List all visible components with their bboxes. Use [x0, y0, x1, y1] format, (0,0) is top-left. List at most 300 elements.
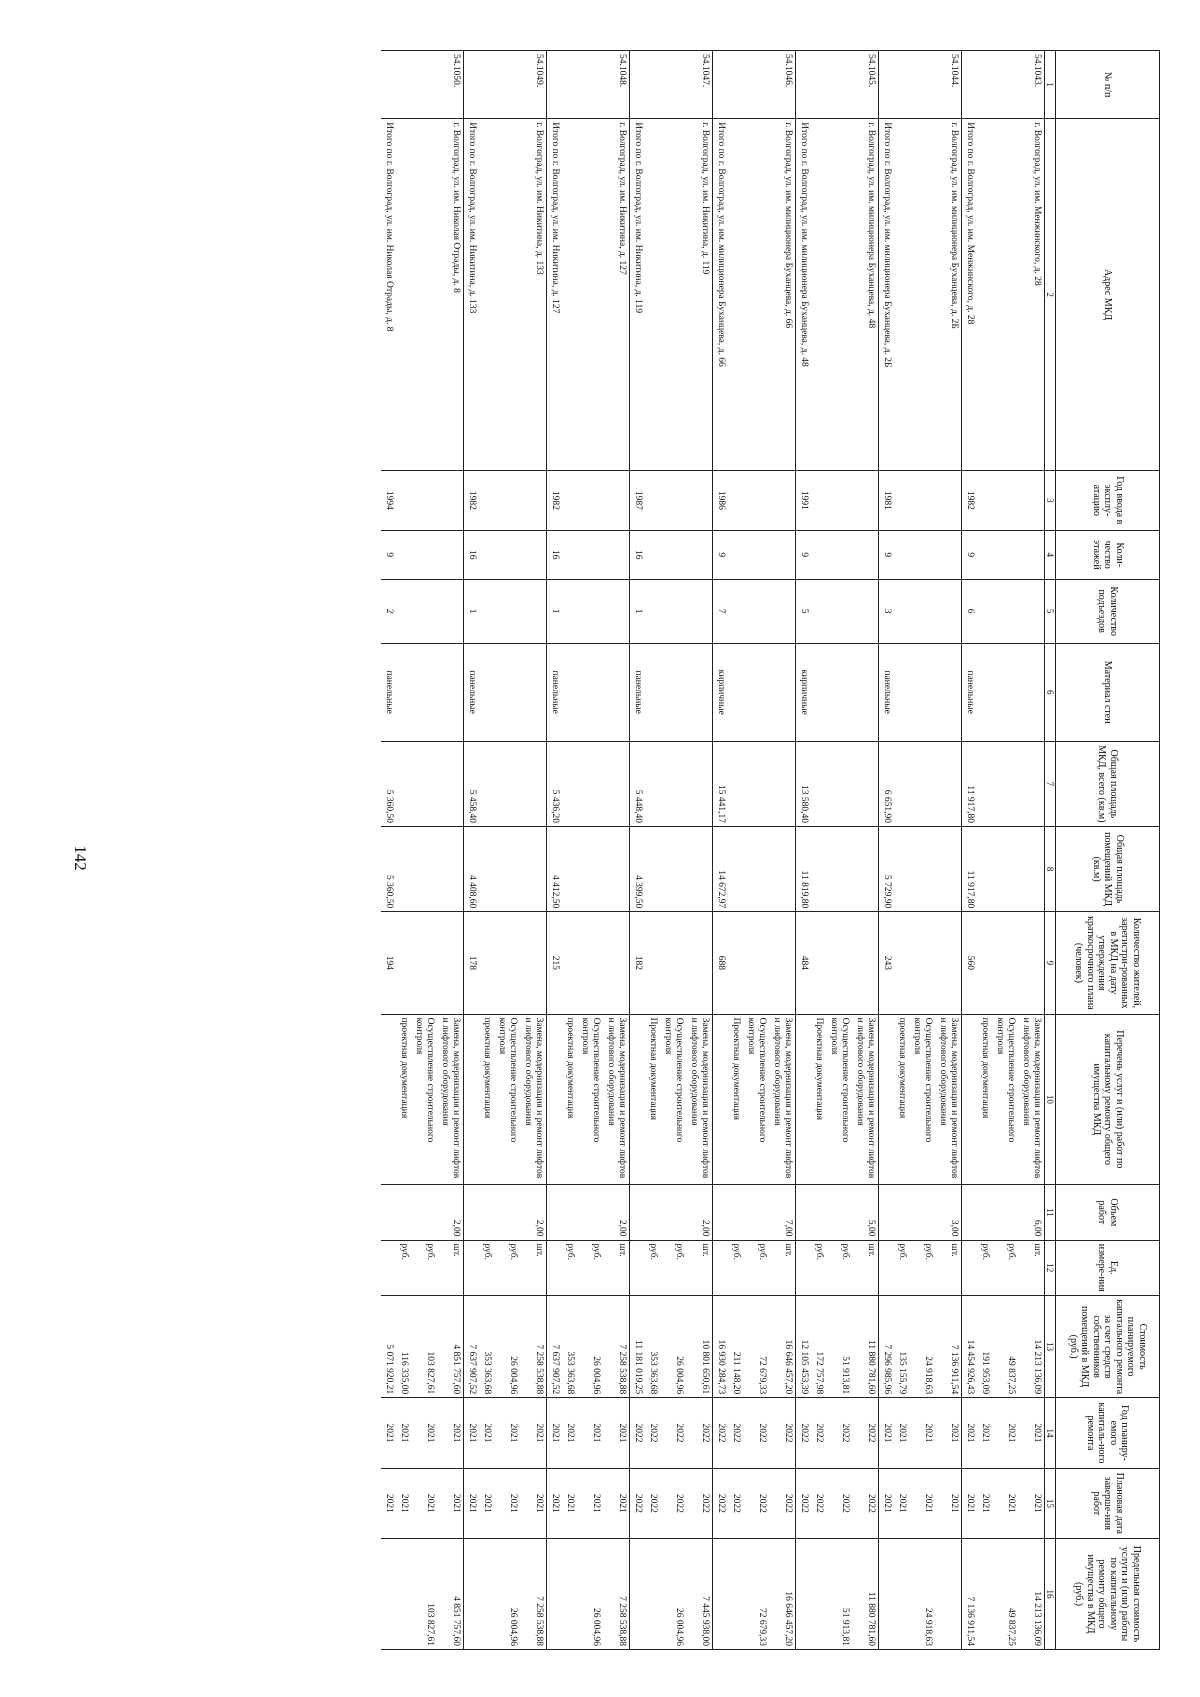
- work-max-cost: 24 918,63: [909, 1538, 935, 1649]
- column-number: 4: [1045, 530, 1056, 579]
- entrances: 1: [464, 579, 480, 643]
- total-label: Итого по г. Волгоград, ул. им. милиционера Буханцева, д. 2Б: [879, 119, 895, 471]
- work-cost: 353 363,68: [562, 1295, 577, 1397]
- floors: 9: [962, 530, 978, 579]
- work-volume: [562, 1185, 577, 1240]
- work-end-date: 2021: [894, 1468, 909, 1538]
- work-name: Осуществление строительного контроля: [826, 1014, 852, 1185]
- work-max-cost: [562, 1538, 577, 1649]
- work-volume: 2,00: [437, 1185, 464, 1240]
- work-cost: 353 363,68: [645, 1295, 660, 1397]
- work-end-date: 2022: [826, 1468, 852, 1538]
- commission-year: 1994: [381, 470, 396, 530]
- record-number: 54.1046.: [769, 51, 796, 119]
- total-end-date: 2021: [381, 1468, 396, 1538]
- work-cost: 26 004,96: [660, 1295, 686, 1397]
- work-max-cost: 51 913,81: [826, 1538, 852, 1649]
- work-end-date: 2022: [743, 1468, 769, 1538]
- wall-material: панельные: [630, 643, 646, 741]
- work-name: Осуществление строительного контроля: [909, 1014, 935, 1185]
- column-number: 1: [1045, 51, 1056, 119]
- total-area: 13 580,40: [796, 741, 812, 826]
- work-name: проектная документация: [894, 1014, 909, 1185]
- house-record: [879, 51, 962, 1650]
- work-end-date: 2022: [660, 1468, 686, 1538]
- work-max-cost: 7 258 538,88: [520, 1538, 547, 1649]
- wall-material: панельные: [464, 643, 480, 741]
- work-year: 2021: [977, 1398, 992, 1468]
- work-unit: шт.: [520, 1240, 547, 1295]
- work-row: [437, 51, 464, 1650]
- column-number: 12: [1045, 1240, 1056, 1295]
- record-address: г. Волгоград, ул. им. милиционера Буханцева, д. 66: [769, 119, 796, 471]
- work-name: Осуществление строительного контроля: [411, 1014, 437, 1185]
- work-volume: 2,00: [520, 1185, 547, 1240]
- entrances: 7: [713, 579, 729, 643]
- column-number: 7: [1045, 741, 1056, 826]
- work-unit: руб.: [728, 1240, 743, 1295]
- work-volume: [660, 1185, 686, 1240]
- work-unit: шт.: [769, 1240, 796, 1295]
- record-number: 54.1044.: [935, 51, 962, 119]
- work-year: 2022: [852, 1398, 879, 1468]
- work-row: [977, 51, 992, 1650]
- total-year: 2022: [796, 1398, 812, 1468]
- page-number: 142: [71, 845, 90, 871]
- record-number: 54.1049.: [520, 51, 547, 119]
- work-volume: 5,00: [852, 1185, 879, 1240]
- total-end-date: 2021: [962, 1468, 978, 1538]
- work-year: 2021: [562, 1398, 577, 1468]
- total-cost: 12 105 453,39: [796, 1295, 812, 1397]
- work-max-cost: 72 679,33: [743, 1538, 769, 1649]
- total-end-date: 2022: [713, 1468, 729, 1538]
- capital-repair-plan-sheet: [50, 50, 1160, 1650]
- work-volume: 2,00: [603, 1185, 630, 1240]
- floors: 9: [879, 530, 895, 579]
- work-max-cost: 26 004,96: [577, 1538, 603, 1649]
- work-year: 2022: [743, 1398, 769, 1468]
- work-row: [645, 51, 660, 1650]
- total-max-cost: [796, 1538, 812, 1649]
- col-header-address: Адрес МКД: [1056, 119, 1160, 471]
- work-end-date: 2022: [769, 1468, 796, 1538]
- premises-area: 4 412,50: [547, 826, 563, 911]
- work-unit: шт.: [852, 1240, 879, 1295]
- work-cost: 10 801 650,61: [686, 1295, 713, 1397]
- total-end-date: 2021: [879, 1468, 895, 1538]
- work-end-date: 2021: [577, 1468, 603, 1538]
- work-row: [1018, 51, 1045, 1650]
- total-max-cost: [879, 1538, 895, 1649]
- work-cost: 172 757,98: [811, 1295, 826, 1397]
- work-volume: [977, 1185, 992, 1240]
- house-record: [962, 51, 1045, 1650]
- work-name: Осуществление строительного контроля: [577, 1014, 603, 1185]
- total-max-cost: [381, 1538, 396, 1649]
- work-row: [494, 51, 520, 1650]
- residents: 688: [713, 912, 729, 1014]
- work-name: Проектная документация: [645, 1014, 660, 1185]
- column-number: 3: [1045, 470, 1056, 530]
- work-row: [660, 51, 686, 1650]
- col-header-wall-material: Материал стен: [1056, 643, 1160, 741]
- col-header-total-area: Общая площадь МКД, всего (кв.м): [1056, 741, 1160, 826]
- work-row: [411, 51, 437, 1650]
- work-unit: руб.: [660, 1240, 686, 1295]
- work-row: [935, 51, 962, 1650]
- house-record: [713, 51, 796, 1650]
- total-end-date: 2022: [796, 1468, 812, 1538]
- work-unit: руб.: [494, 1240, 520, 1295]
- work-row: [562, 51, 577, 1650]
- floors: 16: [464, 530, 480, 579]
- commission-year: 1991: [796, 470, 812, 530]
- record-address: г. Волгоград, ул. им. милиционера Буханцева, д. 2Б: [935, 119, 962, 471]
- total-cost: 7 637 907,52: [464, 1295, 480, 1397]
- work-end-date: 2021: [603, 1468, 630, 1538]
- total-label: Итого по г. Волгоград, ул. им. Никитина, д. 119: [630, 119, 646, 471]
- work-year: 2022: [811, 1398, 826, 1468]
- total-label: Итого по г. Волгоград, ул. им. милиционера Буханцева, д. 66: [713, 119, 729, 471]
- col-header-number: № п/п: [1056, 51, 1160, 119]
- work-year: 2021: [479, 1398, 494, 1468]
- work-unit: руб.: [479, 1240, 494, 1295]
- work-year: 2021: [494, 1398, 520, 1468]
- work-volume: 6,00: [1018, 1185, 1045, 1240]
- residents: 484: [796, 912, 812, 1014]
- column-number-row: [1045, 51, 1056, 1650]
- total-cost: 14 454 926,43: [962, 1295, 978, 1397]
- work-name: Осуществление строительного контроля: [992, 1014, 1018, 1185]
- work-row: [826, 51, 852, 1650]
- work-year: 2021: [396, 1398, 411, 1468]
- work-cost: 72 679,33: [743, 1295, 769, 1397]
- wall-material: панельные: [381, 643, 396, 741]
- work-cost: 49 837,25: [992, 1295, 1018, 1397]
- premises-area: 5 729,90: [879, 826, 895, 911]
- work-name: проектная документация: [479, 1014, 494, 1185]
- work-end-date: 2021: [396, 1468, 411, 1538]
- column-number: 14: [1045, 1398, 1056, 1468]
- work-max-cost: 49 837,25: [992, 1538, 1018, 1649]
- floors: 9: [713, 530, 729, 579]
- work-name: проектная документация: [396, 1014, 411, 1185]
- work-name: проектная документация: [977, 1014, 992, 1185]
- work-year: 2022: [826, 1398, 852, 1468]
- work-cost: 7 136 911,54: [935, 1295, 962, 1397]
- capital-repair-table: [381, 50, 1160, 1650]
- work-name: Замена, модернизация и ремонт лифтов и лифтового оборудования: [769, 1014, 796, 1185]
- work-unit: руб.: [909, 1240, 935, 1295]
- work-end-date: 2021: [411, 1468, 437, 1538]
- work-max-cost: [396, 1538, 411, 1649]
- work-year: 2022: [660, 1398, 686, 1468]
- work-max-cost: [811, 1538, 826, 1649]
- house-record: [381, 51, 464, 1650]
- residents: 182: [630, 912, 646, 1014]
- total-end-date: 2022: [630, 1468, 646, 1538]
- work-row: [743, 51, 769, 1650]
- total-year: 2022: [630, 1398, 646, 1468]
- house-record: [547, 51, 630, 1650]
- work-year: 2021: [520, 1398, 547, 1468]
- work-row: [479, 51, 494, 1650]
- work-cost: 4 851 757,60: [437, 1295, 464, 1397]
- work-end-date: 2022: [645, 1468, 660, 1538]
- record-number: 54.1045.: [852, 51, 879, 119]
- work-row: [894, 51, 909, 1650]
- floors: 9: [381, 530, 396, 579]
- total-cost: 5 071 920,21: [381, 1295, 396, 1397]
- work-cost: 11 880 781,60: [852, 1295, 879, 1397]
- record-number: 54.1048.: [603, 51, 630, 119]
- floors: 16: [630, 530, 646, 579]
- work-max-cost: 7 445 938,00: [686, 1538, 713, 1649]
- work-unit: руб.: [743, 1240, 769, 1295]
- work-cost: 51 913,81: [826, 1295, 852, 1397]
- work-cost: 116 335,00: [396, 1295, 411, 1397]
- work-volume: [728, 1185, 743, 1240]
- total-area: 15 441,17: [713, 741, 729, 826]
- work-end-date: 2022: [728, 1468, 743, 1538]
- column-number: 15: [1045, 1468, 1056, 1538]
- work-end-date: 2021: [520, 1468, 547, 1538]
- entrances: 1: [547, 579, 563, 643]
- work-unit: шт.: [935, 1240, 962, 1295]
- work-max-cost: 14 213 136,09: [1018, 1538, 1045, 1649]
- commission-year: 1981: [879, 470, 895, 530]
- residents: 215: [547, 912, 563, 1014]
- column-number: 11: [1045, 1185, 1056, 1240]
- record-address: г. Волгоград, ул. им. Николая Отрады, д. 8: [437, 119, 464, 471]
- residents: 178: [464, 912, 480, 1014]
- work-volume: [479, 1185, 494, 1240]
- work-row: [728, 51, 743, 1650]
- total-year: 2021: [879, 1398, 895, 1468]
- work-end-date: 2022: [852, 1468, 879, 1538]
- work-name: Замена, модернизация и ремонт лифтов и лифтового оборудования: [437, 1014, 464, 1185]
- work-max-cost: [935, 1538, 962, 1649]
- work-cost: 24 918,63: [909, 1295, 935, 1397]
- work-max-cost: [894, 1538, 909, 1649]
- work-row: [811, 51, 826, 1650]
- total-row: [713, 51, 729, 1650]
- column-number: 8: [1045, 826, 1056, 911]
- total-year: 2021: [547, 1398, 563, 1468]
- wall-material: панельные: [962, 643, 978, 741]
- entrances: 1: [630, 579, 646, 643]
- col-header-planned-end: Плановая дата заверше-ния работ: [1056, 1468, 1160, 1538]
- work-row: [852, 51, 879, 1650]
- work-name: Замена, модернизация и ремонт лифтов и лифтового оборудования: [1018, 1014, 1045, 1185]
- residents: 243: [879, 912, 895, 1014]
- total-row: [630, 51, 646, 1650]
- col-header-volume: Объем работ: [1056, 1185, 1160, 1240]
- work-row: [769, 51, 796, 1650]
- work-year: 2021: [577, 1398, 603, 1468]
- total-area: 5 360,50: [381, 741, 396, 826]
- work-volume: 7,00: [769, 1185, 796, 1240]
- work-cost: 353 363,68: [479, 1295, 494, 1397]
- work-year: 2021: [909, 1398, 935, 1468]
- work-volume: [894, 1185, 909, 1240]
- total-year: 2021: [381, 1398, 396, 1468]
- total-year: 2022: [713, 1398, 729, 1468]
- total-max-cost: [630, 1538, 646, 1649]
- total-cost: 11 181 019,25: [630, 1295, 646, 1397]
- work-end-date: 2021: [494, 1468, 520, 1538]
- total-year: 2021: [962, 1398, 978, 1468]
- work-end-date: 2021: [562, 1468, 577, 1538]
- residents: 560: [962, 912, 978, 1014]
- total-row: [547, 51, 563, 1650]
- work-row: [520, 51, 547, 1650]
- work-name: Замена, модернизация и ремонт лифтов и лифтового оборудования: [686, 1014, 713, 1185]
- house-record: [464, 51, 547, 1650]
- work-cost: 14 213 136,09: [1018, 1295, 1045, 1397]
- work-row: [577, 51, 603, 1650]
- col-header-entrances: Количество подъездов: [1056, 579, 1160, 643]
- work-name: проектная документация: [562, 1014, 577, 1185]
- total-row: [464, 51, 480, 1650]
- total-end-date: 2021: [547, 1468, 563, 1538]
- column-number: 16: [1045, 1538, 1056, 1649]
- total-area: 5 436,20: [547, 741, 563, 826]
- col-header-works-list: Перечень услуг и (или) работ по капитальному ремонту общего имущества МКД: [1056, 1014, 1160, 1185]
- total-max-cost: 7 136 911,54: [962, 1538, 978, 1649]
- work-row: [909, 51, 935, 1650]
- total-cost: 7 637 907,52: [547, 1295, 563, 1397]
- work-volume: [743, 1185, 769, 1240]
- total-label: Итого по г. Волгоград, ул. им. Никитина, д. 133: [464, 119, 480, 471]
- house-record: [630, 51, 713, 1650]
- record-number: 54.1043.: [1018, 51, 1045, 119]
- col-header-floors: Коли-чество этажей: [1056, 530, 1160, 579]
- entrances: 5: [796, 579, 812, 643]
- work-row: [603, 51, 630, 1650]
- work-cost: 7 258 538,88: [603, 1295, 630, 1397]
- col-header-unit: Ед. измере-ния: [1056, 1240, 1160, 1295]
- work-unit: шт.: [437, 1240, 464, 1295]
- entrances: 3: [879, 579, 895, 643]
- work-unit: руб.: [977, 1240, 992, 1295]
- work-cost: 103 827,61: [411, 1295, 437, 1397]
- work-max-cost: 26 004,96: [494, 1538, 520, 1649]
- work-year: 2021: [437, 1398, 464, 1468]
- work-year: 2022: [686, 1398, 713, 1468]
- total-label: Итого по г. Волгоград, ул. им. милиционера Буханцева, д. 48: [796, 119, 812, 471]
- work-cost: 211 148,20: [728, 1295, 743, 1397]
- work-max-cost: [977, 1538, 992, 1649]
- work-year: 2021: [992, 1398, 1018, 1468]
- work-unit: руб.: [577, 1240, 603, 1295]
- work-row: [686, 51, 713, 1650]
- work-year: 2021: [935, 1398, 962, 1468]
- work-volume: [645, 1185, 660, 1240]
- premises-area: 11 819,80: [796, 826, 812, 911]
- record-address: г. Волгоград, ул. им. Менжинского, д. 28: [1018, 119, 1045, 471]
- wall-material: кирпичные: [796, 643, 812, 741]
- work-max-cost: [645, 1538, 660, 1649]
- work-volume: [811, 1185, 826, 1240]
- floors: 16: [547, 530, 563, 579]
- record-address: г. Волгоград, ул. им. милиционера Буханцева, д. 48: [852, 119, 879, 471]
- work-name: Замена, модернизация и ремонт лифтов и лифтового оборудования: [603, 1014, 630, 1185]
- column-number: 9: [1045, 912, 1056, 1014]
- work-name: Замена, модернизация и ремонт лифтов и лифтового оборудования: [935, 1014, 962, 1185]
- total-row: [381, 51, 396, 1650]
- work-max-cost: 26 004,96: [660, 1538, 686, 1649]
- column-number: 10: [1045, 1014, 1056, 1185]
- work-end-date: 2022: [811, 1468, 826, 1538]
- col-header-repair-year: Год планиру-емого капиталь-ного ремонта: [1056, 1398, 1160, 1468]
- work-volume: [826, 1185, 852, 1240]
- column-number: 2: [1045, 119, 1056, 471]
- work-cost: 26 004,96: [577, 1295, 603, 1397]
- work-unit: руб.: [894, 1240, 909, 1295]
- col-header-repair-cost: Стоимость планируемого капитального ремонта за счет средств собственников помещений в МКД (руб.): [1056, 1295, 1160, 1397]
- total-max-cost: [547, 1538, 563, 1649]
- total-end-date: 2021: [464, 1468, 480, 1538]
- work-end-date: 2021: [935, 1468, 962, 1538]
- work-year: 2021: [603, 1398, 630, 1468]
- work-volume: [577, 1185, 603, 1240]
- total-label: Итого по г. Волгоград, ул. им. Менжинского, д. 28: [962, 119, 978, 471]
- house-record: [796, 51, 879, 1650]
- work-max-cost: [479, 1538, 494, 1649]
- premises-area: 11 917,80: [962, 826, 978, 911]
- work-volume: [411, 1185, 437, 1240]
- work-cost: 135 155,79: [894, 1295, 909, 1397]
- total-row: [879, 51, 895, 1650]
- col-header-premises-area: Общая площадь помещений МКД (кв.м): [1056, 826, 1160, 911]
- work-name: Осуществление строительного контроля: [494, 1014, 520, 1185]
- total-area: 6 651,90: [879, 741, 895, 826]
- premises-area: 4 399,50: [630, 826, 646, 911]
- premises-area: 4 408,60: [464, 826, 480, 911]
- work-end-date: 2022: [686, 1468, 713, 1538]
- col-header-residents: Количество жителей, зарегистри-рованных в МКД на дату утверждения краткосрочного плана (человек): [1056, 912, 1160, 1014]
- work-unit: шт.: [686, 1240, 713, 1295]
- record-address: г. Волгоград, ул. им. Никитина, д. 133: [520, 119, 547, 471]
- wall-material: кирпичные: [713, 643, 729, 741]
- commission-year: 1986: [713, 470, 729, 530]
- work-end-date: 2021: [909, 1468, 935, 1538]
- work-volume: 3,00: [935, 1185, 962, 1240]
- work-year: 2022: [728, 1398, 743, 1468]
- work-cost: 16 646 457,20: [769, 1295, 796, 1397]
- work-name: Замена, модернизация и ремонт лифтов и лифтового оборудования: [852, 1014, 879, 1185]
- work-year: 2021: [894, 1398, 909, 1468]
- total-label: Итого по г. Волгоград, ул. им. Никитина, д. 127: [547, 119, 563, 471]
- work-end-date: 2021: [437, 1468, 464, 1538]
- work-unit: руб.: [811, 1240, 826, 1295]
- floors: 9: [796, 530, 812, 579]
- work-unit: руб.: [992, 1240, 1018, 1295]
- commission-year: 1987: [630, 470, 646, 530]
- entrances: 6: [962, 579, 978, 643]
- total-cost: 16 930 284,73: [713, 1295, 729, 1397]
- work-year: 2021: [411, 1398, 437, 1468]
- work-volume: [909, 1185, 935, 1240]
- work-end-date: 2021: [479, 1468, 494, 1538]
- work-row: [396, 51, 411, 1650]
- work-max-cost: 16 646 457,20: [769, 1538, 796, 1649]
- work-year: 2021: [1018, 1398, 1045, 1468]
- work-name: Проектная документация: [728, 1014, 743, 1185]
- work-unit: руб.: [396, 1240, 411, 1295]
